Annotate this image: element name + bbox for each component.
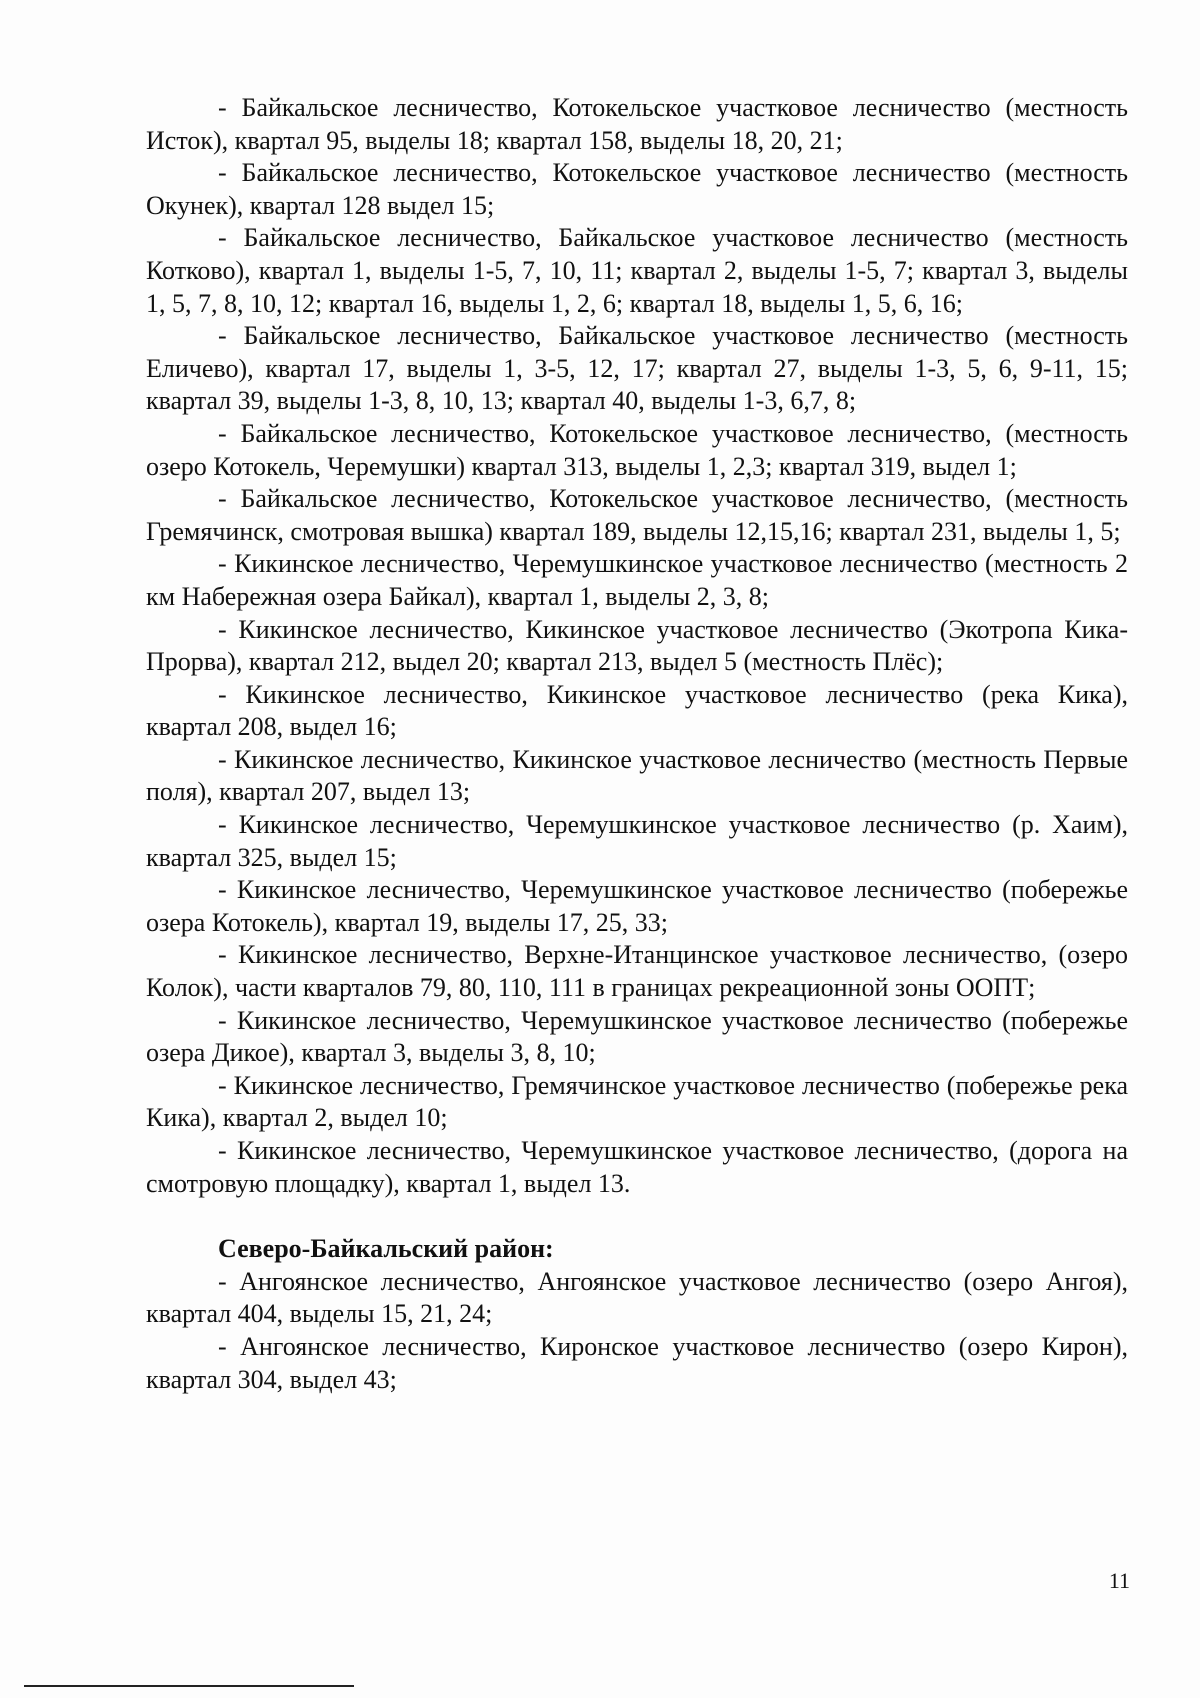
list-item: - Кикинское лесничество, Кикинское участковое лесничество (Экотропа Кика-Прорва), квартал 212, выдел 20; квартал 213, выдел 5 (местность Плёс); <box>146 614 1128 677</box>
list-item: - Байкальское лесничество, Котокельское участковое лесничество, (местность озеро Котокель, Черемушки) квартал 313, выделы 1, 2,3; квартал 319, выдел 1; <box>146 418 1128 481</box>
list-item: - Байкальское лесничество, Байкальское участковое лесничество (местность Котково), квартал 1, выделы 1-5, 7, 10, 11; квартал 2, выделы 1-5, 7; квартал 3, выделы 1, 5, 7, 8, 10, 12; квартал 16, выделы 1, 2, 6; квартал 18, выделы 1, 5, 6, 16; <box>146 223 1128 318</box>
list-item: - Байкальское лесничество, Котокельское участковое лесничество (местность Исток), квартал 95, выделы 18; квартал 158, выделы 18, 20, 21; <box>146 93 1128 155</box>
list-item: - Кикинское лесничество, Черемушкинское участковое лесничество (побережье озера Дикое), квартал 3, выделы 3, 8, 10; <box>146 1005 1128 1068</box>
list-item: - Кикинское лесничество, Черемушкинское участковое лесничество (р. Хаим), квартал 325, выдел 15; <box>146 810 1128 872</box>
list-item: - Ангоянское лесничество, Ангоянское участковое лесничество (озеро Ангоя), квартал 404, выделы 15, 21, 24; <box>146 1266 1128 1329</box>
footer-divider <box>24 1685 354 1687</box>
page-number: 11 <box>1108 1568 1130 1593</box>
list-item: - Кикинское лесничество, Черемушкинское участковое лесничество, (дорога на смотровую площадку), квартал 1, выдел 13. <box>146 1136 1128 1198</box>
list-item: - Байкальское лесничество, Байкальское участковое лесничество (местность Еличево), квартал 17, выделы 1, 3-5, 12, 17; квартал 27, выделы 1-3, 5, 6, 9-11, 15; квартал 39, выделы 1-3, 8, 10, 13; квартал 40, выделы 1-3, 6,7, 8; <box>146 321 1128 416</box>
section-heading: Северо-Байкальский район: <box>218 1234 554 1264</box>
list-item: - Кикинское лесничество, Гремячинское участковое лесничество (побережье река Кика), квартал 2, выдел 10; <box>146 1070 1128 1133</box>
list-item: - Кикинское лесничество, Верхне-Итанцинское участковое лесничество, (озеро Колок), части кварталов 79, 80, 110, 111 в границах рекреационной зоны ООПТ; <box>146 940 1128 1003</box>
list-item: - Байкальское лесничество, Котокельское участковое лесничество, (местность Гремячинск, смотровая вышка) квартал 189, выделы 12,15,16; квартал 231, выделы 1, 5; <box>146 484 1128 546</box>
list-item: - Кикинское лесничество, Кикинское участковое лесничество (местность Первые поля), квартал 207, выдел 13; <box>146 744 1128 807</box>
list-item: - Кикинское лесничество, Черемушкинское участковое лесничество (местность 2 км Набережная озера Байкал), квартал 1, выделы 2, 3, 8; <box>146 549 1128 611</box>
list-item: - Байкальское лесничество, Котокельское участковое лесничество (местность Окунек), квартал 128 выдел 15; <box>146 158 1128 220</box>
list-item: - Ангоянское лесничество, Киронское участковое лесничество (озеро Кирон), квартал 304, выдел 43; <box>146 1331 1128 1394</box>
list-item: - Кикинское лесничество, Кикинское участковое лесничество (река Кика), квартал 208, выдел 16; <box>146 679 1128 742</box>
document-body <box>146 92 1128 1396</box>
list-item: - Кикинское лесничество, Черемушкинское участковое лесничество (побережье озера Котокель), квартал 19, выделы 17, 25, 33; <box>146 875 1128 937</box>
